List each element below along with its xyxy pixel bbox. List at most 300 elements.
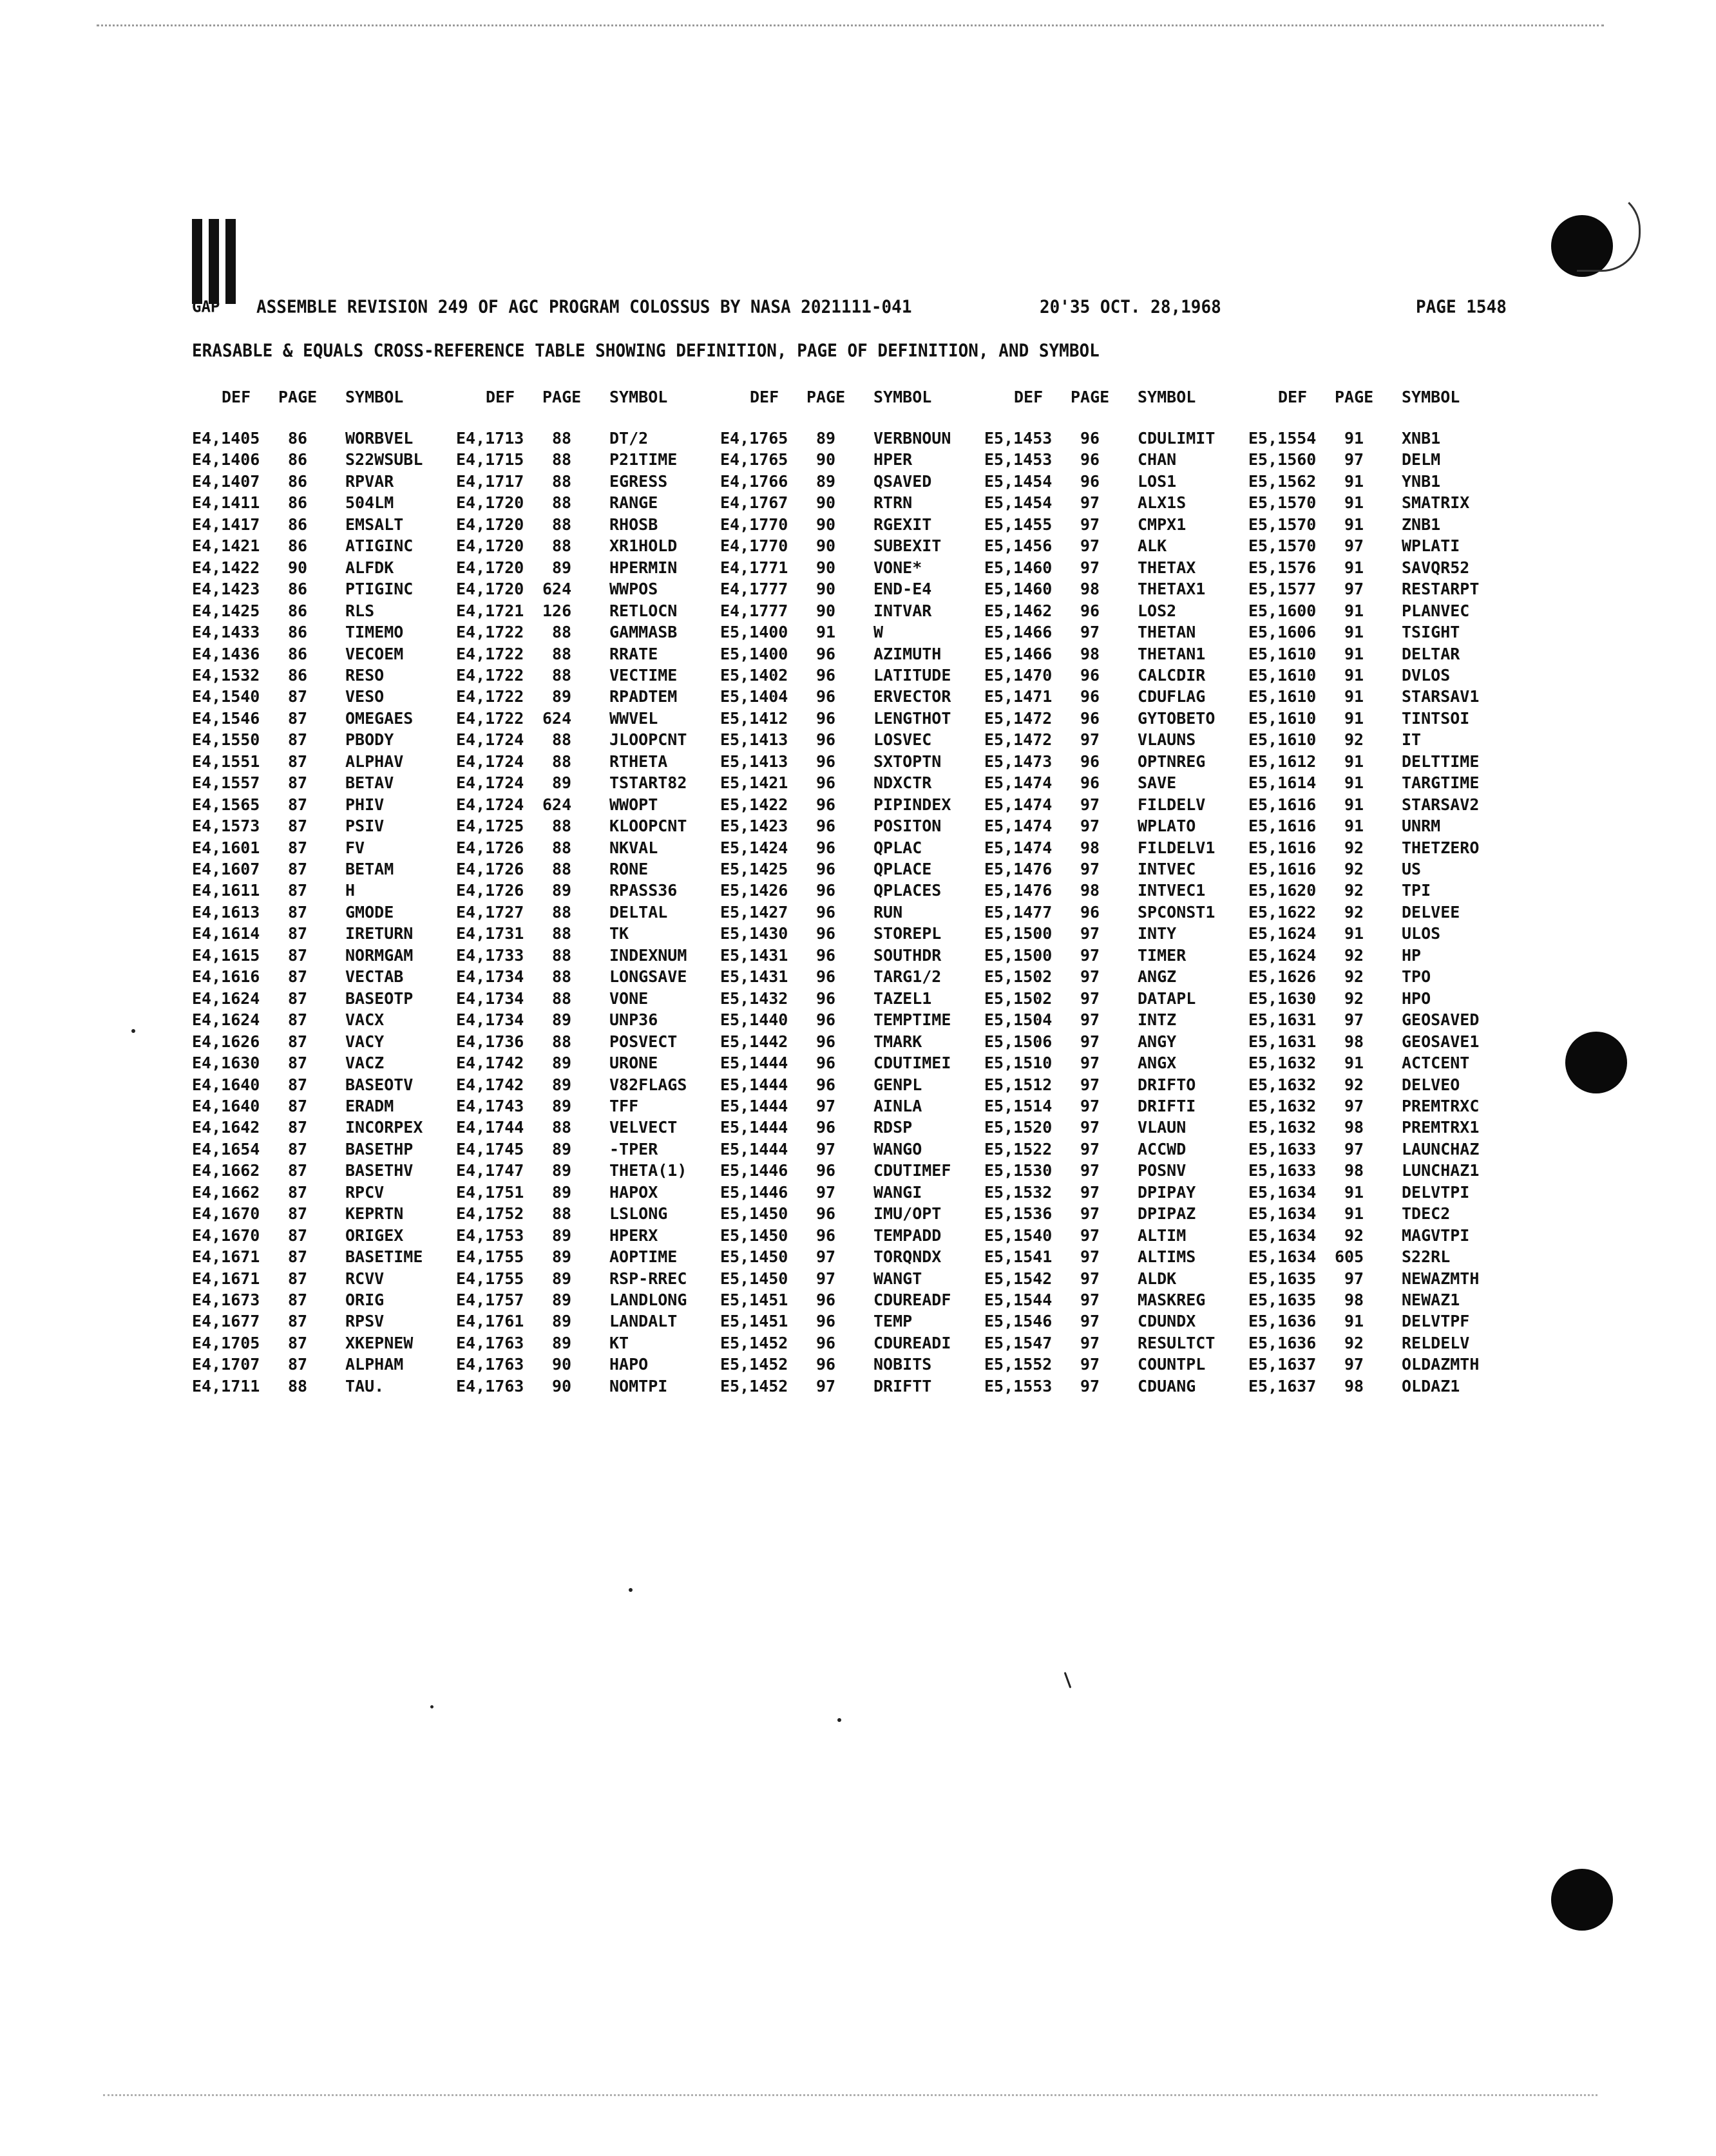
def-cell: E4,1726 (456, 860, 524, 878)
page-cell: 97 (1344, 1096, 1364, 1115)
symbol-cell: VECTIME (609, 665, 678, 685)
symbol-cell: RCVV (345, 1269, 385, 1288)
symbol-cell: -TPER (609, 1139, 658, 1158)
def-cell: E4,1744 (456, 1118, 524, 1137)
symbol-cell: WANGO (873, 1139, 922, 1158)
symbol-cell: ERVECTOR (873, 687, 951, 706)
page-cell: 87 (288, 817, 308, 836)
symbol-cell: ALPHAM (345, 1355, 404, 1374)
def-cell: E4,1540 (192, 687, 260, 706)
page-cell: 88 (552, 515, 572, 534)
page-cell: 86 (288, 515, 308, 534)
punch-hole-middle (1565, 1032, 1627, 1093)
def-cell: E5,1634 (1248, 1204, 1317, 1224)
def-cell: E4,1720 (456, 493, 524, 513)
punch-hole-bottom (1551, 1869, 1613, 1931)
def-cell: E5,1620 (1248, 881, 1317, 900)
page-cell: 88 (552, 730, 572, 750)
def-cell: E5,1635 (1248, 1291, 1317, 1309)
symbol-cell: STOREPL (873, 924, 942, 943)
page-cell: 89 (552, 1291, 572, 1309)
def-cell: E4,1777 (720, 580, 788, 599)
def-cell: E4,1642 (192, 1118, 260, 1137)
def-cell: E4,1671 (192, 1247, 260, 1267)
table-row (192, 815, 1532, 837)
def-cell: E5,1460 (984, 580, 1053, 599)
symbol-cell: AOPTIME (609, 1247, 678, 1267)
symbol-cell: VECTAB (345, 967, 404, 987)
def-cell: E4,1734 (456, 988, 524, 1008)
def-cell: E4,1421 (192, 536, 260, 556)
page-cell: 88 (552, 988, 572, 1008)
table-row (192, 449, 1532, 470)
def-cell: E5,1540 (984, 1225, 1053, 1245)
def-cell: E5,1536 (984, 1204, 1053, 1224)
page-cell: 97 (816, 1376, 836, 1395)
page-cell: 96 (816, 838, 836, 857)
def-cell: E5,1444 (720, 1054, 788, 1073)
symbol-cell: RPASS36 (609, 881, 678, 900)
symbol-cell: S22WSUBL (345, 450, 423, 469)
def-cell: E4,1717 (456, 471, 524, 491)
symbol-cell: PLANVEC (1402, 601, 1470, 620)
page-cell: 89 (552, 1054, 572, 1073)
page-cell: 96 (1080, 665, 1100, 685)
symbol-cell: GAMMASB (609, 623, 678, 642)
page-cell: 97 (1080, 1096, 1100, 1115)
def-cell: E5,1616 (1248, 795, 1317, 814)
def-cell: E5,1500 (984, 945, 1053, 965)
page-cell: 98 (1080, 644, 1100, 663)
symbol-cell: STARSAV1 (1402, 687, 1480, 706)
def-cell: E5,1466 (984, 644, 1053, 663)
page-cell: 87 (288, 1118, 308, 1137)
symbol-cell: TK (609, 924, 629, 943)
symbol-cell: LONGSAVE (609, 967, 687, 987)
header-symbol: SYMBOL (609, 388, 668, 406)
symbol-cell: SOUTHDR (873, 945, 942, 965)
def-cell: E4,1763 (456, 1355, 524, 1374)
symbol-cell: OPTNREG (1138, 752, 1206, 771)
page-cell: 86 (288, 623, 308, 642)
def-cell: E4,1715 (456, 450, 524, 469)
symbol-cell: NOMTPI (609, 1376, 668, 1395)
def-cell: E5,1474 (984, 838, 1053, 857)
page-cell: 86 (288, 536, 308, 556)
table-row (192, 1052, 1532, 1073)
report-subtitle: ERASABLE & EQUALS CROSS-REFERENCE TABLE SHOWING DEFINITION, PAGE OF DEFINITION, AND SYMBOL (192, 341, 1100, 361)
page-cell: 91 (1344, 752, 1364, 771)
def-cell: E4,1711 (192, 1376, 260, 1395)
page-cell: 86 (288, 601, 308, 620)
def-cell: E5,1570 (1248, 515, 1317, 534)
def-cell: E4,1557 (192, 773, 260, 793)
page-cell: 89 (552, 1010, 572, 1030)
page-cell: 88 (552, 623, 572, 642)
symbol-cell: SAVQR52 (1402, 558, 1470, 577)
page-cell: 96 (1080, 687, 1100, 706)
symbol-cell: GEOSAVE1 (1402, 1032, 1480, 1051)
page-cell: 91 (1344, 1204, 1364, 1224)
page-cell: 96 (816, 924, 836, 943)
page-cell: 97 (1080, 1312, 1100, 1331)
page-cell: 96 (816, 708, 836, 728)
page-cell: 92 (1344, 860, 1364, 878)
def-cell: E4,1733 (456, 945, 524, 965)
def-cell: E5,1532 (984, 1182, 1053, 1202)
symbol-cell: LANDLONG (609, 1291, 687, 1309)
def-cell: E5,1624 (1248, 945, 1317, 965)
symbol-cell: CDUTIMEI (873, 1054, 951, 1073)
symbol-cell: LSLONG (609, 1204, 668, 1224)
page-cell: 87 (288, 1312, 308, 1331)
page-cell: 96 (816, 1075, 836, 1094)
def-cell: E4,1573 (192, 817, 260, 836)
symbol-cell: IMU/OPT (873, 1204, 942, 1224)
page-cell: 97 (1080, 1247, 1100, 1267)
symbol-cell: CDUNDX (1138, 1312, 1196, 1331)
symbol-cell: VACY (345, 1032, 385, 1051)
def-cell: E5,1553 (984, 1376, 1053, 1395)
def-cell: E5,1631 (1248, 1010, 1317, 1030)
def-cell: E5,1446 (720, 1161, 788, 1180)
symbol-cell: CDUANG (1138, 1376, 1196, 1395)
symbol-cell: RELDELV (1402, 1333, 1470, 1352)
symbol-cell: BASETHV (345, 1161, 414, 1180)
page-cell: 92 (1344, 730, 1364, 750)
page-number: PAGE 1548 (1416, 297, 1507, 317)
page-cell: 86 (288, 429, 308, 448)
symbol-cell: RESTARPT (1402, 580, 1480, 599)
table-row (192, 1139, 1532, 1160)
symbol-cell: RESULTCT (1138, 1333, 1216, 1352)
page-cell: 96 (1080, 773, 1100, 793)
symbol-cell: THETAX1 (1138, 580, 1206, 599)
symbol-cell: DVLOS (1402, 665, 1451, 685)
symbol-cell: PTIGINC (345, 580, 414, 599)
page-cell: 97 (1344, 1010, 1364, 1030)
page-cell: 87 (288, 860, 308, 878)
def-cell: E5,1636 (1248, 1312, 1317, 1331)
symbol-cell: TIMEMO (345, 623, 404, 642)
symbol-cell: RHOSB (609, 515, 658, 534)
page-cell: 90 (816, 580, 836, 599)
def-cell: E5,1471 (984, 687, 1053, 706)
symbol-cell: LUNCHAZ1 (1402, 1161, 1480, 1180)
page-cell: 97 (1080, 1075, 1100, 1094)
def-cell: E4,1614 (192, 924, 260, 943)
page-cell: 97 (1080, 1054, 1100, 1073)
symbol-cell: TDEC2 (1402, 1204, 1451, 1224)
def-cell: E4,1565 (192, 795, 260, 814)
def-cell: E4,1406 (192, 450, 260, 469)
def-cell: E5,1453 (984, 450, 1053, 469)
symbol-cell: PBODY (345, 730, 394, 750)
symbol-cell: BASETIME (345, 1247, 423, 1267)
def-cell: E5,1570 (1248, 493, 1317, 513)
header-page: PAGE (1335, 388, 1374, 406)
table-row (192, 1203, 1532, 1224)
page-cell: 97 (1080, 1204, 1100, 1224)
symbol-cell: INTVEC (1138, 860, 1196, 878)
symbol-cell: RRATE (609, 644, 658, 663)
symbol-cell: SMATRIX (1402, 493, 1470, 513)
page-cell: 97 (1080, 1225, 1100, 1245)
page-cell: 97 (816, 1247, 836, 1267)
symbol-cell: ALDK (1138, 1269, 1177, 1288)
def-cell: E5,1427 (720, 902, 788, 922)
def-cell: E4,1770 (720, 536, 788, 556)
page-cell: 89 (816, 429, 836, 448)
page-cell: 96 (816, 1161, 836, 1180)
page-cell: 97 (1080, 1161, 1100, 1180)
symbol-cell: TPI (1402, 881, 1431, 900)
page-cell: 96 (816, 644, 836, 663)
table-row (192, 1225, 1532, 1246)
page-cell: 97 (1080, 795, 1100, 814)
page-cell: 89 (552, 1247, 572, 1267)
def-cell: E5,1600 (1248, 601, 1317, 620)
symbol-cell: SPCONST1 (1138, 902, 1216, 922)
symbol-cell: LAUNCHAZ (1402, 1139, 1480, 1158)
symbol-cell: RTRN (873, 493, 913, 513)
symbol-cell: RPADTEM (609, 687, 678, 706)
def-cell: E4,1751 (456, 1182, 524, 1202)
def-cell: E4,1417 (192, 515, 260, 534)
symbol-cell: RESO (345, 665, 385, 685)
symbol-cell: ALFDK (345, 558, 394, 577)
symbol-cell: VLAUNS (1138, 730, 1196, 750)
page-cell: 89 (552, 1096, 572, 1115)
page-cell: 98 (1344, 1161, 1364, 1180)
def-cell: E4,1551 (192, 752, 260, 771)
page-cell: 86 (288, 644, 308, 663)
symbol-cell: STARSAV2 (1402, 795, 1480, 814)
table-row (192, 1031, 1532, 1052)
symbol-cell: CALCDIR (1138, 665, 1206, 685)
page-cell: 96 (816, 1225, 836, 1245)
page-cell: 97 (1080, 493, 1100, 513)
symbol-cell: DELTAR (1402, 644, 1460, 663)
def-cell: E5,1444 (720, 1118, 788, 1137)
def-cell: E5,1400 (720, 644, 788, 663)
def-cell: E5,1612 (1248, 752, 1317, 771)
page-cell: 89 (552, 1225, 572, 1245)
symbol-cell: DELVTPF (1402, 1312, 1470, 1331)
symbol-cell: GENPL (873, 1075, 922, 1094)
def-cell: E5,1454 (984, 471, 1053, 491)
symbol-cell: GEOSAVED (1402, 1010, 1480, 1030)
def-cell: E5,1452 (720, 1355, 788, 1374)
symbol-cell: PSIV (345, 817, 385, 836)
page-cell: 89 (552, 687, 572, 706)
page-cell: 88 (552, 902, 572, 922)
scan-noise-bottom (103, 2094, 1597, 2096)
def-cell: E5,1453 (984, 429, 1053, 448)
def-cell: E5,1454 (984, 493, 1053, 513)
symbol-cell: ACCWD (1138, 1139, 1187, 1158)
symbol-cell: THETAN1 (1138, 644, 1206, 663)
symbol-cell: ANGZ (1138, 967, 1177, 987)
report-timestamp: 20'35 OCT. 28,1968 (1040, 297, 1221, 317)
page-cell: 88 (552, 1118, 572, 1137)
table-row (192, 643, 1532, 665)
def-cell: E4,1436 (192, 644, 260, 663)
symbol-cell: RLS (345, 601, 375, 620)
page-cell: 97 (1080, 730, 1100, 750)
page-cell: 87 (288, 945, 308, 965)
page-cell: 89 (552, 558, 572, 577)
def-cell: E4,1771 (720, 558, 788, 577)
page-cell: 87 (288, 1182, 308, 1202)
def-cell: E4,1654 (192, 1139, 260, 1158)
table-row (192, 665, 1532, 686)
symbol-cell: NOBITS (873, 1355, 932, 1374)
page-cell: 87 (288, 967, 308, 987)
symbol-cell: TSIGHT (1402, 623, 1460, 642)
page-cell: 91 (1344, 644, 1364, 663)
page-cell: 87 (288, 924, 308, 943)
page-cell: 97 (1344, 580, 1364, 599)
page-cell: 87 (288, 1075, 308, 1094)
symbol-cell: ORIGEX (345, 1225, 404, 1245)
def-cell: E5,1552 (984, 1355, 1053, 1374)
symbol-cell: ALK (1138, 536, 1167, 556)
def-cell: E5,1547 (984, 1333, 1053, 1352)
symbol-cell: BASETHP (345, 1139, 414, 1158)
page-cell: 96 (816, 665, 836, 685)
def-cell: E5,1470 (984, 665, 1053, 685)
table-row (192, 514, 1532, 535)
def-cell: E4,1757 (456, 1291, 524, 1309)
page-cell: 96 (816, 730, 836, 750)
symbol-cell: TARG1/2 (873, 967, 942, 987)
def-cell: E5,1626 (1248, 967, 1317, 987)
symbol-cell: NEWAZMTH (1402, 1269, 1480, 1288)
page-cell: 97 (1344, 450, 1364, 469)
header-def: DEF (750, 388, 779, 406)
page-cell: 97 (1080, 988, 1100, 1008)
def-cell: E4,1722 (456, 665, 524, 685)
page-cell: 86 (288, 471, 308, 491)
page-cell: 97 (1344, 1139, 1364, 1158)
symbol-cell: TEMP (873, 1312, 913, 1331)
def-cell: E4,1725 (456, 817, 524, 836)
def-cell: E5,1444 (720, 1096, 788, 1115)
symbol-cell: QPLACE (873, 860, 932, 878)
symbol-cell: ULOS (1402, 924, 1441, 943)
page-cell: 87 (288, 881, 308, 900)
def-cell: E5,1633 (1248, 1139, 1317, 1158)
page-cell: 96 (1080, 752, 1100, 771)
symbol-cell: VELVECT (609, 1118, 678, 1137)
page-cell: 96 (816, 1118, 836, 1137)
page-cell: 96 (1080, 450, 1100, 469)
symbol-cell: AZIMUTH (873, 644, 942, 663)
def-cell: E5,1636 (1248, 1333, 1317, 1352)
def-cell: E5,1562 (1248, 471, 1317, 491)
def-cell: E4,1724 (456, 730, 524, 750)
page-cell: 91 (1344, 601, 1364, 620)
symbol-cell: LENGTHOT (873, 708, 951, 728)
page-cell: 91 (1344, 623, 1364, 642)
def-cell: E5,1506 (984, 1032, 1053, 1051)
symbol-cell: TEMPADD (873, 1225, 942, 1245)
def-cell: E4,1734 (456, 1010, 524, 1030)
def-cell: E5,1616 (1248, 838, 1317, 857)
report-title: ASSEMBLE REVISION 249 OF AGC PROGRAM COLOSSUS BY NASA 2021111-041 (256, 297, 912, 317)
def-cell: E4,1707 (192, 1355, 260, 1374)
page-cell: 97 (1080, 860, 1100, 878)
def-cell: E5,1455 (984, 515, 1053, 534)
symbol-cell: HPO (1402, 988, 1431, 1008)
header-def: DEF (1278, 388, 1308, 406)
page-cell: 97 (1080, 1118, 1100, 1137)
page-cell: 87 (288, 795, 308, 814)
def-cell: E5,1635 (1248, 1269, 1317, 1288)
symbol-cell: WANGI (873, 1182, 922, 1202)
table-row (192, 600, 1532, 621)
symbol-cell: VONE* (873, 558, 922, 577)
page-cell: 86 (288, 580, 308, 599)
symbol-cell: PHIV (345, 795, 385, 814)
symbol-cell: BASEOTV (345, 1075, 414, 1094)
table-row (192, 428, 1532, 449)
def-cell: E5,1474 (984, 817, 1053, 836)
page-cell: 88 (552, 860, 572, 878)
symbol-cell: CDUTIMEF (873, 1161, 951, 1180)
def-cell: E4,1677 (192, 1312, 260, 1331)
page-cell: 89 (552, 1312, 572, 1331)
page-cell: 96 (816, 1291, 836, 1309)
def-cell: E5,1476 (984, 860, 1053, 878)
def-cell: E5,1456 (984, 536, 1053, 556)
table-row (192, 1332, 1532, 1354)
symbol-cell: TARGTIME (1402, 773, 1480, 793)
symbol-cell: INTY (1138, 924, 1177, 943)
symbol-cell: EMSALT (345, 515, 404, 534)
def-cell: E5,1606 (1248, 623, 1317, 642)
page-cell: 96 (816, 860, 836, 878)
def-cell: E5,1421 (720, 773, 788, 793)
scan-speck (629, 1588, 633, 1592)
def-cell: E5,1404 (720, 687, 788, 706)
symbol-cell: XKEPNEW (345, 1333, 414, 1352)
symbol-cell: CDUREADI (873, 1333, 951, 1352)
def-cell: E5,1560 (1248, 450, 1317, 469)
page-cell: 96 (1080, 601, 1100, 620)
def-cell: E5,1610 (1248, 730, 1317, 750)
table-row (192, 1289, 1532, 1310)
table-row (192, 1376, 1532, 1397)
page-cell: 88 (552, 450, 572, 469)
def-cell: E4,1662 (192, 1161, 260, 1180)
page-cell: 97 (1080, 945, 1100, 965)
page-cell: 88 (552, 536, 572, 556)
def-cell: E4,1742 (456, 1054, 524, 1073)
page-cell: 91 (1344, 795, 1364, 814)
page-cell: 91 (1344, 924, 1364, 943)
page-cell: 88 (552, 838, 572, 857)
symbol-cell: RPSV (345, 1312, 385, 1331)
symbol-cell: QPLACES (873, 881, 942, 900)
def-cell: E4,1745 (456, 1139, 524, 1158)
symbol-cell: COUNTPL (1138, 1355, 1206, 1374)
symbol-cell: VONE (609, 988, 649, 1008)
table-row (192, 557, 1532, 578)
page-cell: 91 (1344, 515, 1364, 534)
page-cell: 605 (1335, 1247, 1364, 1267)
